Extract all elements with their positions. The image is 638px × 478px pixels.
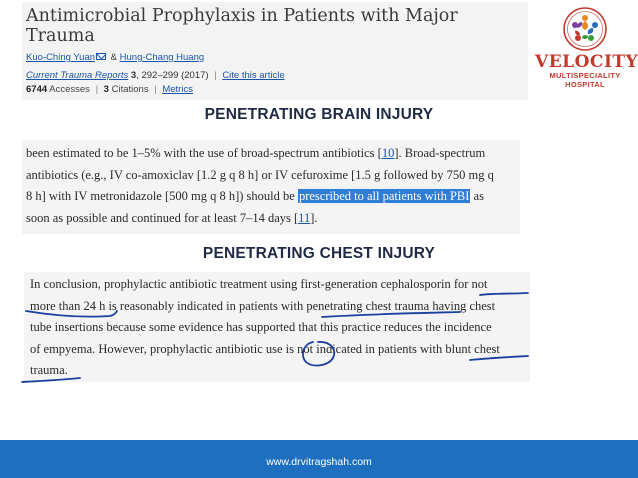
metrics-link[interactable]: Metrics	[162, 84, 193, 95]
journal-pages-year: , 292–299 (2017)	[136, 70, 209, 81]
mail-icon[interactable]	[96, 53, 106, 60]
article-title: Antimicrobial Prophylaxis in Patients with Major Trauma	[26, 6, 458, 46]
citations-count: 3	[103, 84, 109, 95]
divider: |	[95, 84, 99, 95]
passage-line: In conclusion, prophylactic antibiotic treatment using first-generation cephalosporin for not	[30, 277, 488, 291]
passage-text: been estimated to be 1–5% with the use of broad-spectrum antibiotics [	[26, 146, 382, 160]
passage-text: 8 h] with IV metronidazole [500 mg q 8 h]) should be	[26, 189, 298, 203]
section-heading-brain: PENETRATING BRAIN INJURY	[204, 106, 434, 123]
metrics-line	[26, 84, 193, 95]
chest-injury-passage	[24, 272, 530, 382]
logo-subtitle-line2: HOSPITAL	[565, 80, 605, 89]
passage-line	[26, 186, 516, 208]
citations-label: Citations	[111, 84, 149, 95]
journal-link[interactable]: Current Trauma Reports	[26, 70, 129, 81]
passage-text: soon as possible and continued for at least 7–14 days [	[26, 210, 299, 225]
passage-text: as	[470, 189, 484, 203]
footer-url[interactable]: www.drvitragshah.com	[266, 456, 372, 468]
cite-article-link[interactable]: Cite this article	[222, 70, 285, 81]
author-line	[26, 52, 204, 63]
author-link-2[interactable]: Hung-Chang Huang	[119, 52, 205, 63]
passage-text: ].	[310, 210, 318, 225]
accesses-label: Accesses	[49, 84, 90, 95]
divider: |	[214, 70, 217, 81]
passage-line: antibiotics (e.g., IV co-amoxiclav [1.2 g q 8 h] or IV cefuroxime [1.5 g followed by 750 mg q	[26, 167, 494, 182]
hospital-logo	[535, 6, 638, 96]
reference-link-10[interactable]: 10	[381, 146, 395, 160]
logo-name: VELOCITY	[535, 52, 638, 72]
brain-injury-passage	[22, 140, 520, 234]
footer-bar	[0, 440, 638, 478]
passage-line: tube insertions because some evidence has supported that this practice reduces the incidence	[30, 320, 492, 334]
author-joiner: &	[110, 52, 118, 63]
highlighted-text: prescribed to all patients with PBI	[298, 189, 470, 203]
passage-text: ]. Broad-spectrum	[394, 146, 486, 160]
velocity-emblem-icon	[562, 6, 608, 52]
author-link-1[interactable]: Kuo-Ching Yuan	[26, 52, 96, 63]
journal-volume: 3	[130, 70, 137, 81]
logo-subtitle-line1: MULTISPECIALITY	[549, 71, 621, 80]
passage-line: of empyema. However, prophylactic antibiotic use is not indicated in patients with blunt chest	[30, 341, 500, 356]
journal-line	[26, 70, 285, 81]
passage-line: trauma.	[30, 363, 68, 377]
passage-line	[26, 208, 516, 230]
divider: |	[154, 84, 157, 95]
reference-link-11[interactable]: 11	[298, 210, 311, 225]
citation-card	[22, 2, 528, 100]
passage-line: more than 24 h is reasonably indicated in patients with penetrating chest trauma having chest	[30, 298, 496, 313]
passage-line	[26, 143, 516, 165]
section-heading-chest: PENETRATING CHEST INJURY	[202, 245, 436, 262]
accesses-count: 6744	[26, 84, 48, 95]
